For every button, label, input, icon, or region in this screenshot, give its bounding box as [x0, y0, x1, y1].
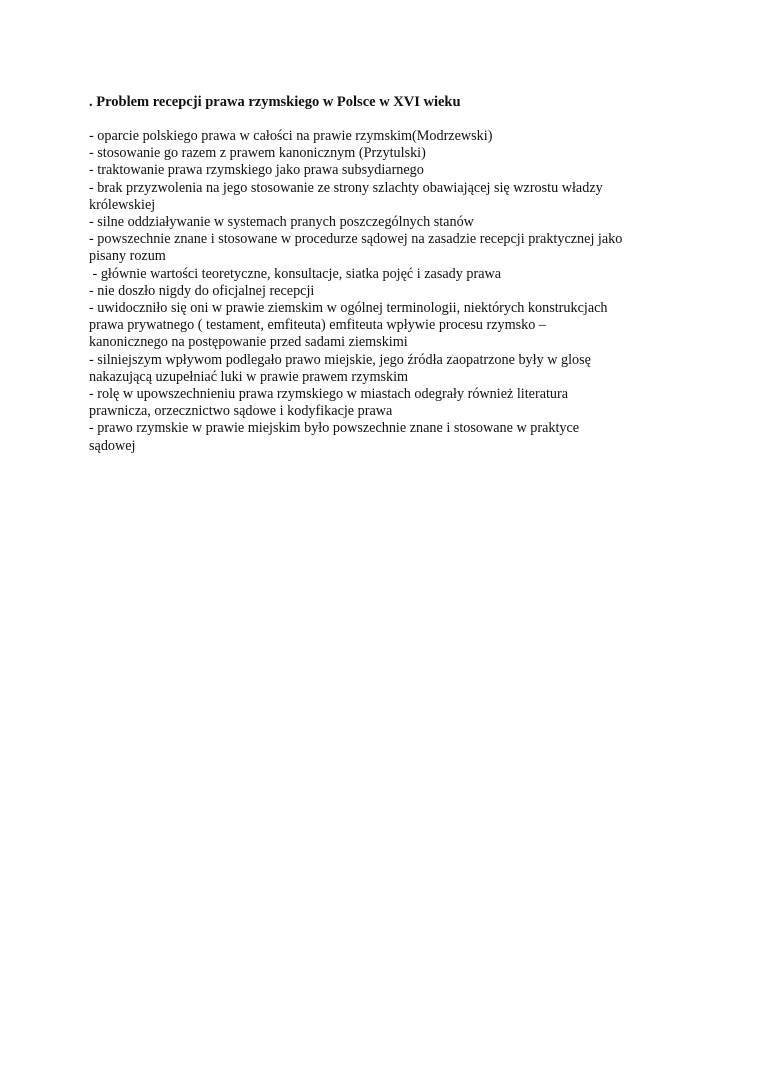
body-line: - głównie wartości teoretyczne, konsultacje, siatka pojęć i zasady prawa [89, 265, 502, 282]
document-body [89, 128, 689, 455]
body-line: pisany rozum [89, 248, 166, 265]
body-line: - silniejszym wpływom podlegało prawo miejskie, jego źródła zaopatrzone były w glosę [89, 351, 591, 368]
body-line: - nie doszło nigdy do oficjalnej recepcji [89, 282, 315, 299]
body-line: prawnicza, orzecznictwo sądowe i kodyfikacje prawa [89, 403, 393, 420]
document-content [89, 94, 689, 455]
body-line: - brak przyzwolenia na jego stosowanie ze strony szlachty obawiającej się wzrostu władzy [89, 179, 603, 196]
body-line: nakazującą uzupełniać luki w prawie prawem rzymskim [89, 368, 409, 385]
body-line: królewskiej [89, 196, 156, 213]
body-line: - oparcie polskiego prawa w całości na prawie rzymskim(Modrzewski) [89, 128, 493, 144]
document-title: . Problem recepcji prawa rzymskiego w Polsce w XVI wieku [89, 94, 461, 110]
body-line: sądowej [89, 437, 136, 454]
body-line: - powszechnie znane i stosowane w procedurze sądowej na zasadzie recepcji praktycznej jako [89, 231, 623, 248]
body-line: - stosowanie go razem z prawem kanonicznym (Przytulski) [89, 145, 426, 162]
body-line: kanonicznego na postępowanie przed sadami ziemskimi [89, 334, 408, 351]
body-line: - prawo rzymskie w prawie miejskim było powszechnie znane i stosowane w praktyce [89, 420, 580, 437]
body-line: - silne oddziaływanie w systemach pranych poszczególnych stanów [89, 214, 474, 231]
body-line: - uwidoczniło się oni w prawie ziemskim w ogólnej terminologii, niektórych konstrukcjach [89, 300, 608, 317]
body-line: - rolę w upowszechnieniu prawa rzymskiego w miastach odegrały również literatura [89, 386, 569, 403]
body-line: prawa prywatnego ( testament, emfiteuta) emfiteuta wpływie procesu rzymsko – [89, 317, 546, 334]
body-line: - traktowanie prawa rzymskiego jako prawa subsydiarnego [89, 162, 424, 179]
